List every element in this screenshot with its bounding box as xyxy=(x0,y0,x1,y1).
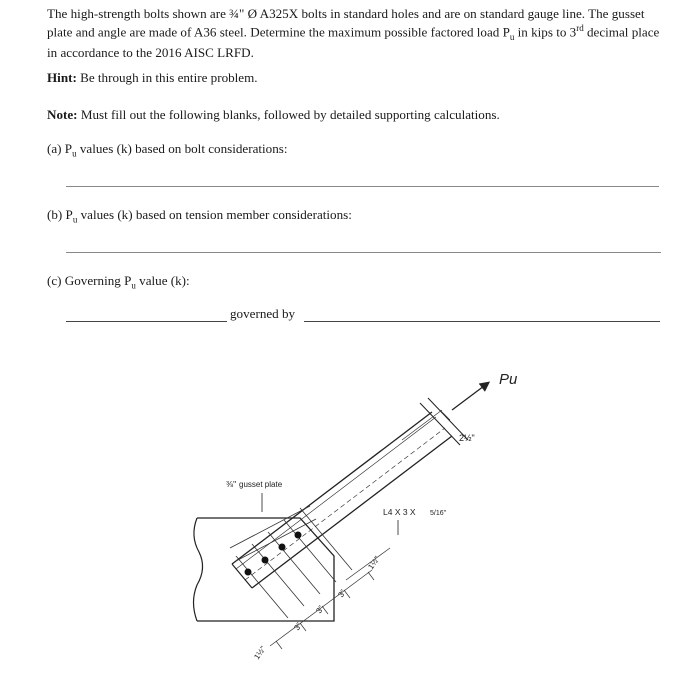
load-label: Pu xyxy=(499,371,518,388)
gusset-plate-outline xyxy=(197,518,334,621)
problem-sentence-2-tail: decimal place in accordance to the 2016 AISC LRFD. xyxy=(47,24,660,61)
part-b-text: values (k) based on tension member considerations: xyxy=(77,207,352,222)
part-a-text: values (k) based on bolt considerations: xyxy=(76,141,288,156)
part-c-subscript: u xyxy=(131,280,136,291)
load-arrow xyxy=(452,383,488,410)
note-label: Note: xyxy=(47,107,78,122)
part-c-text: value (k): xyxy=(135,273,190,288)
gusset-plate-label: gusset plate xyxy=(239,480,283,489)
bolt xyxy=(295,532,302,539)
spacing-label-2: 3" xyxy=(314,604,326,616)
dimension-lines xyxy=(270,410,450,649)
part-c-prefix: (c) Governing P xyxy=(47,273,132,288)
problem-subscript-u: u xyxy=(509,32,515,43)
part-a-subscript: u xyxy=(72,148,77,159)
gusset-thickness-label: ⅜" xyxy=(226,479,237,489)
end-distance-label-right: 1½" xyxy=(366,554,382,572)
edge-distance-label: 2½" xyxy=(459,433,475,443)
end-distance-label-bottom: 1½" xyxy=(252,644,268,662)
bolt xyxy=(279,544,286,551)
bolt xyxy=(262,557,269,564)
hint-text: Be through in this entire problem. xyxy=(76,70,258,85)
part-b-subscript: u xyxy=(72,214,78,225)
spacing-label-1: 3" xyxy=(292,621,304,633)
bolt xyxy=(245,569,252,576)
gusset-break-line xyxy=(194,518,203,621)
angle-thickness-label: 5/16" xyxy=(430,510,447,517)
part-b-prefix: (b) P xyxy=(47,207,73,222)
hint-label: Hint: xyxy=(47,70,77,85)
note-text: Must fill out the following blanks, followed by detailed supporting calculations. xyxy=(77,107,500,122)
problem-superscript-rd: rd xyxy=(576,23,584,34)
part-a-prefix: (a) P xyxy=(47,141,73,156)
problem-sentence-2-end: in kips to 3 xyxy=(514,24,577,40)
governed-by-label: governed by xyxy=(230,306,296,321)
spacing-label-3: 3" xyxy=(336,588,348,600)
problem-sentence-2: The gusset plate and angle are made of A36 steel. Determine the maximum possible factored load P xyxy=(47,6,645,40)
angle-label: L4 X 3 X xyxy=(383,507,416,517)
problem-sentence-1: The high-strength bolts shown are ¾" Ø A325X bolts in standard holes and are on standard gauge line. xyxy=(47,6,586,21)
